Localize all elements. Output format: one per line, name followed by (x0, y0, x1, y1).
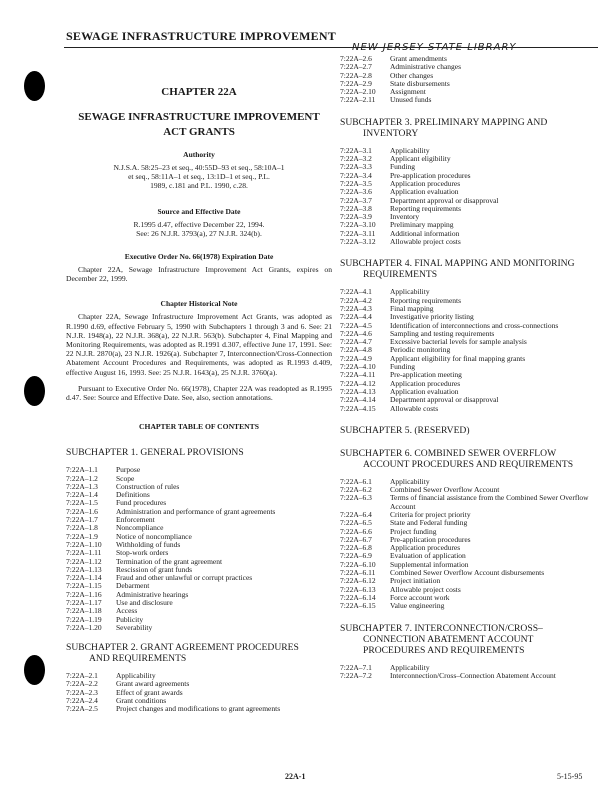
subchapter-sections (340, 478, 598, 611)
section-title: Debarment (116, 581, 150, 591)
toc-entry (340, 594, 598, 602)
section-number: 7:22A–4.15 (340, 403, 376, 413)
section-title: Terms of financial assistance from the Combined Sewer Overflow Account (390, 493, 589, 511)
source-line: R.1995 d.47, effective December 22, 1994. (133, 219, 265, 229)
section-title: Value engineering (390, 601, 445, 611)
section-title: Applicant eligibility for final mapping grants (390, 353, 526, 363)
section-number: 7:22A–1.7 (66, 515, 98, 525)
section-title: Department approval or disapproval (390, 395, 499, 405)
section-title: Criteria for project priority (390, 509, 471, 519)
toc-entry (66, 466, 332, 474)
section-number: 7:22A–4.13 (340, 386, 376, 396)
subchapter-title-line: SUBCHAPTER 2. GRANT AGREEMENT PROCEDURES (66, 642, 299, 654)
toc-entry (340, 147, 598, 155)
section-number: 7:22A–2.3 (66, 687, 98, 697)
section-title: Application evaluation (390, 386, 459, 396)
section-number: 7:22A–4.3 (340, 303, 372, 313)
subchapter-title-line: ACCOUNT PROCEDURES AND REQUIREMENTS (363, 458, 574, 470)
toc-entry (66, 541, 332, 549)
subchapter (340, 425, 598, 436)
section-title: Applicability (116, 671, 156, 681)
section-title: Department approval or disapproval (390, 195, 499, 205)
source-heading: Source and Effective Date (157, 206, 241, 216)
section-title: Allowable project costs (390, 584, 461, 594)
section-number: 7:22A–1.16 (66, 589, 102, 599)
toc-entry (340, 63, 598, 71)
section-title: Allowable costs (390, 403, 439, 413)
section-number: 7:22A–2.11 (340, 95, 376, 105)
section-title: Grant amendments (390, 54, 447, 63)
section-title: Effect of grant awards (116, 687, 183, 697)
subchapter-title (66, 642, 332, 664)
toc-entry (340, 519, 598, 527)
section-number: 7:22A–2.8 (340, 70, 372, 80)
toc-entry (340, 72, 598, 80)
section-title: Fraud and other unlawful or corrupt practices (116, 573, 253, 583)
section-title: Administrative changes (390, 62, 462, 72)
chapter-title-line: SEWAGE INFRASTRUCTURE IMPROVEMENT (78, 111, 320, 123)
subchapter (340, 623, 598, 681)
section-title: Funding (390, 362, 416, 372)
section-number: 7:22A–1.3 (66, 481, 98, 491)
section-number: 7:22A–4.2 (340, 295, 372, 305)
section-title: Excessive bacterial levels for sample analysis (390, 337, 527, 347)
section-number: 7:22A–1.19 (66, 614, 102, 624)
section-number: 7:22A–2.1 (66, 671, 98, 681)
section-number: 7:22A–3.2 (340, 154, 372, 164)
section-number: 7:22A–1.5 (66, 498, 98, 508)
toc-entry (66, 508, 332, 516)
section-title: Withholding of funds (116, 539, 181, 549)
section-number: 7:22A–2.5 (66, 704, 98, 714)
right-column (340, 42, 598, 680)
punch-hole (24, 655, 45, 685)
toc-entry (340, 396, 598, 404)
section-title: Administrative hearings (116, 589, 189, 599)
section-title: Application procedures (390, 543, 461, 553)
authority-line: N.J.S.A. 58:25–23 et seq., 40:55D–93 et seq., 58:10A–1 (113, 163, 285, 172)
executive-order-text: Chapter 22A, Sewage Infrastructure Improvement Act Grants, expires on December 22, 1999. (66, 265, 332, 284)
toc-entry (340, 205, 598, 213)
subchapter-title-line: SUBCHAPTER 6. COMBINED SEWER OVERFLOW (340, 447, 557, 459)
toc-entry (66, 582, 332, 590)
section-title: Combined Sewer Overflow Account disbursements (390, 568, 545, 578)
section-number: 7:22A–3.4 (340, 170, 372, 180)
subchapter-sections (340, 288, 598, 412)
section-title: Allowable project costs (390, 237, 461, 247)
section-title: Preliminary mapping (390, 220, 454, 230)
toc-entry (66, 689, 332, 697)
subchapter-title-line: SUBCHAPTER 4. FINAL MAPPING AND MONITORING (340, 258, 575, 270)
section-number: 7:22A–3.11 (340, 228, 376, 238)
subchapter-title-line: SUBCHAPTER 3. PRELIMINARY MAPPING AND (340, 116, 548, 128)
chapter-title-line: ACT GRANTS (163, 126, 235, 138)
section-title: Project initiation (390, 576, 441, 586)
section-title: Noncompliance (116, 523, 164, 533)
source-line: See: 26 N.J.R. 3793(a), 27 N.J.R. 324(b). (136, 228, 262, 238)
section-title: Project changes and modifications to grant agreements (116, 704, 281, 714)
section-number: 7:22A–1.15 (66, 581, 102, 591)
toc-entry (66, 524, 332, 532)
toc-entry (340, 230, 598, 238)
section-number: 7:22A–2.4 (66, 696, 98, 706)
toc-title: CHAPTER TABLE OF CONTENTS (139, 422, 259, 432)
subchapter-title (340, 623, 598, 656)
toc-entry (340, 221, 598, 229)
toc-entry (66, 624, 332, 632)
subchapter-title-line: SUBCHAPTER 1. GENERAL PROVISIONS (66, 447, 244, 459)
section-number: 7:22A–3.1 (340, 145, 372, 155)
section-title: Application procedures (390, 178, 461, 188)
history-paragraph: Pursuant to Executive Order No. 66(1978), Chapter 22A was readopted as R.1995 d.47. See: Source and Effective Date. See, also, section annotations. (66, 383, 332, 403)
section-number: 7:22A–4.10 (340, 362, 376, 372)
section-number: 7:22A–3.7 (340, 195, 372, 205)
section-number: 7:22A–4.11 (340, 370, 376, 380)
subchapter-title (340, 258, 598, 280)
running-head: SEWAGE INFRASTRUCTURE IMPROVEMENT (66, 29, 336, 43)
subchapter-sections (66, 466, 332, 632)
section-number: 7:22A–3.6 (340, 187, 372, 197)
authority-heading: Authority (183, 150, 215, 159)
section-number: 7:22A–6.11 (340, 568, 376, 578)
toc-entry (66, 616, 332, 624)
toc-entry (66, 672, 332, 680)
section-number: 7:22A–4.9 (340, 353, 372, 363)
section-number: 7:22A–7.1 (340, 662, 372, 672)
section-title: Supplemental information (390, 559, 469, 569)
subchapter-title-line: AND REQUIREMENTS (89, 653, 187, 665)
section-number: 7:22A–4.6 (340, 328, 372, 338)
subchapter-sections (340, 664, 598, 681)
section-title: Publicity (116, 614, 144, 624)
section-number: 7:22A–6.8 (340, 543, 372, 553)
section-number: 7:22A–4.5 (340, 320, 372, 330)
section-number: 7:22A–6.6 (340, 526, 372, 536)
toc-entry (340, 577, 598, 585)
section-number: 7:22A–6.13 (340, 584, 376, 594)
section-title: Fund procedures (116, 498, 167, 508)
subchapter (66, 447, 332, 632)
toc-entry (340, 380, 598, 388)
subchapter-title (340, 448, 598, 470)
section-title: Definitions (116, 490, 150, 500)
section-title: Project funding (390, 526, 437, 536)
section-title: Other changes (390, 70, 434, 80)
section-number: 7:22A–2.10 (340, 87, 376, 97)
subchapter (66, 642, 332, 713)
authority-text (66, 163, 332, 191)
section-number: 7:22A–3.8 (340, 203, 372, 213)
subchapter-title-line: REQUIREMENTS (363, 269, 438, 281)
section-title: Reporting requirements (390, 203, 462, 213)
section-title: Enforcement (116, 515, 155, 525)
toc-entry (340, 586, 598, 594)
section-title: Force account work (390, 592, 450, 602)
section-number: 7:22A–6.2 (340, 485, 372, 495)
section-title: Final mapping (390, 303, 434, 313)
subchapter (340, 448, 598, 611)
section-number: 7:22A–1.10 (66, 539, 102, 549)
executive-order-heading: Executive Order No. 66(1978) Expiration Date (124, 252, 274, 262)
punch-hole (24, 376, 45, 406)
toc-entry (66, 483, 332, 491)
toc-entry (66, 607, 332, 615)
toc-entry (340, 96, 598, 104)
subchapter-title-line: SUBCHAPTER 7. INTERCONNECTION/CROSS– (340, 622, 543, 634)
toc-entry (340, 536, 598, 544)
section-number: 7:22A–2.9 (340, 78, 372, 88)
section-number: 7:22A–6.9 (340, 551, 372, 561)
section-title: Application procedures (390, 378, 461, 388)
section-number: 7:22A–6.15 (340, 601, 376, 611)
toc-entry (66, 574, 332, 582)
section-title: Pre-application procedures (390, 534, 471, 544)
section-title: Interconnection/Cross–Connection Abatement Account (390, 670, 556, 680)
toc-entry (340, 55, 598, 63)
section-title: Use and disclosure (116, 598, 173, 607)
section-title: Rescission of grant funds (116, 564, 193, 574)
section-title: Grant award agreements (116, 679, 190, 689)
section-number: 7:22A–3.5 (340, 178, 372, 188)
section-title: Unused funds (390, 95, 432, 105)
section-title: Identification of interconnections and cross-connections (390, 320, 559, 330)
section-title: Notice of noncompliance (116, 531, 192, 541)
section-number: 7:22A–1.12 (66, 556, 102, 566)
section-number: 7:22A–1.20 (66, 622, 102, 632)
section-title: Applicability (390, 662, 430, 672)
authority-line: et seq., 58:11A–1 et seq., 13:1D–1 et seq., P.L. (128, 172, 270, 182)
section-number: 7:22A–6.14 (340, 592, 376, 602)
section-number: 7:22A–6.4 (340, 509, 372, 519)
section-title: Applicability (390, 145, 430, 155)
section-number: 7:22A–1.11 (66, 548, 102, 558)
section-title: Applicability (390, 476, 430, 486)
section-title: Severability (116, 622, 153, 632)
toc-entry (340, 197, 598, 205)
section-title: Reporting requirements (390, 295, 462, 305)
section-number: 7:22A–2.7 (340, 62, 372, 72)
chapter-number: CHAPTER 22A (161, 86, 237, 98)
section-title: Pre-application meeting (390, 370, 462, 380)
section-title: Sampling and testing requirements (390, 328, 495, 338)
section-title: Construction of rules (116, 481, 180, 491)
left-column (66, 78, 332, 714)
section-number: 7:22A–4.8 (340, 345, 372, 355)
section-number: 7:22A–3.9 (340, 212, 372, 222)
section-title: Grant conditions (116, 696, 167, 706)
section-number: 7:22A–1.14 (66, 573, 102, 583)
section-title: Evaluation of application (390, 551, 466, 561)
section-number: 7:22A–6.7 (340, 534, 372, 544)
section-title: State and Federal funding (390, 518, 468, 528)
subchapter-title (66, 447, 332, 458)
toc-entry (340, 297, 598, 305)
subchapter (340, 258, 598, 412)
toc-entry (340, 238, 598, 246)
history-paragraph: Chapter 22A, Sewage Infrastructure Improvement Act Grants, was adopted as R.1990 d.69, effective February 5, 1990 with Subchapters 1 through 3 and 6. See: 21 N.J.R. 1948(a), 22 N.J.R. 368(a), 22 N.J.R. 563(b). Subchapter 4, Final Mapping and Monitoring Requirements, was adopted as R.1991 d.307, effective June 17, 1991. See: 22 N.J.R. 2870(a), 23 N.J.R. 1926(a). Subchapter 7, Interconnection/Cross-Connection Abatement Account Procedures and Requirements, was adopted as R.1993 d.409, effective August 16, 1993. See: 25 N.J.R. 1643(a), 25 N.J.R. 3760(a). (66, 312, 332, 377)
toc-entry (340, 494, 598, 511)
section-number: 7:22A–1.9 (66, 531, 98, 541)
section-number: 7:22A–3.12 (340, 237, 376, 247)
history-heading: Chapter Historical Note (160, 299, 238, 309)
section-title: Periodic monitoring (390, 345, 451, 355)
toc-entry (66, 599, 332, 607)
continued-items (340, 55, 598, 105)
section-number: 7:22A–1.4 (66, 490, 98, 500)
toc-entry (66, 591, 332, 599)
section-number: 7:22A–4.12 (340, 378, 376, 388)
toc-entry (340, 602, 598, 610)
toc-entry (340, 288, 598, 296)
section-title: Applicant eligibility (390, 154, 451, 164)
toc-entry (66, 491, 332, 499)
section-title: Investigative priority listing (390, 312, 474, 322)
subchapter-title-line: INVENTORY (363, 127, 419, 139)
section-number: 7:22A–1.18 (66, 606, 102, 616)
toc-entry (340, 80, 598, 88)
toc-entry (66, 516, 332, 524)
section-title: Funding (390, 162, 416, 172)
toc-entry (340, 338, 598, 346)
toc-entry (340, 155, 598, 163)
toc-entry (340, 88, 598, 96)
toc-entry (340, 213, 598, 221)
toc-entry (340, 363, 598, 371)
section-number: 7:22A–1.17 (66, 598, 102, 607)
section-number: 7:22A–4.1 (340, 287, 372, 297)
subchapter-title-line: SUBCHAPTER 5. (RESERVED) (340, 424, 470, 436)
subchapter-sections (66, 672, 332, 713)
subchapter-title (340, 425, 598, 436)
section-number: 7:22A–1.13 (66, 564, 102, 574)
section-number: 7:22A–2.2 (66, 679, 98, 689)
page-number: 22A-1 (285, 772, 306, 781)
section-title: Termination of the grant agreement (116, 556, 223, 566)
right-subchapter-list (340, 117, 598, 680)
toc-entry (340, 569, 598, 577)
section-title: Additional information (390, 228, 460, 238)
section-number: 7:22A–1.8 (66, 523, 98, 533)
toc-entry (66, 533, 332, 541)
toc-entry (340, 172, 598, 180)
section-title: Access (116, 606, 138, 616)
library-stamp: NEW JERSEY STATE LIBRARY (352, 42, 517, 53)
toc-entry (340, 672, 598, 680)
subchapter-title-line: CONNECTION ABATEMENT ACCOUNT (363, 633, 534, 645)
punch-hole (24, 71, 45, 101)
chapter-title (66, 110, 332, 140)
section-title: Combined Sewer Overflow Account (390, 485, 500, 495)
section-title: Administration and performance of grant agreements (116, 506, 276, 516)
section-title: Pre-application procedures (390, 170, 471, 180)
subchapter-title-line: PROCEDURES AND REQUIREMENTS (363, 644, 525, 656)
section-title: Inventory (390, 212, 420, 222)
left-subchapter-list (66, 447, 332, 713)
section-number: 7:22A–6.5 (340, 518, 372, 528)
toc-entry (340, 544, 598, 552)
section-number: 7:22A–3.3 (340, 162, 372, 172)
section-number: 7:22A–1.2 (66, 473, 98, 483)
toc-entry (340, 355, 598, 363)
section-title: Purpose (116, 465, 141, 475)
toc-entry (340, 552, 598, 560)
toc-entry (340, 371, 598, 379)
subchapter (340, 117, 598, 247)
section-number: 7:22A–7.2 (340, 670, 372, 680)
section-number: 7:22A–4.14 (340, 395, 376, 405)
section-number: 7:22A–2.6 (340, 54, 372, 63)
toc-entry (340, 180, 598, 188)
section-number: 7:22A–3.10 (340, 220, 376, 230)
section-number: 7:22A–1.1 (66, 465, 98, 475)
toc-entry (340, 405, 598, 413)
section-number: 7:22A–6.12 (340, 576, 376, 586)
section-title: Scope (116, 473, 135, 483)
toc-entry (66, 475, 332, 483)
section-number: 7:22A–1.6 (66, 506, 98, 516)
section-number: 7:22A–6.3 (340, 493, 372, 503)
toc-entry (66, 558, 332, 566)
subchapter-title (340, 117, 598, 139)
toc-entry (66, 680, 332, 688)
section-number: 7:22A–6.1 (340, 476, 372, 486)
toc-entry (66, 705, 332, 713)
section-title: Stop-work orders (116, 548, 169, 558)
section-number: 7:22A–4.4 (340, 312, 372, 322)
section-number: 7:22A–6.10 (340, 559, 376, 569)
section-title: Application evaluation (390, 187, 459, 197)
section-title: State disbursements (390, 78, 450, 88)
section-title: Assignment (390, 87, 426, 97)
subchapter-sections (340, 147, 598, 247)
page-date: 5-15-95 (557, 772, 583, 781)
toc-entry (340, 511, 598, 519)
authority-line: 1989, c.181 and P.L. 1990, c.28. (150, 181, 248, 191)
section-number: 7:22A–4.7 (340, 337, 372, 347)
section-title: Applicability (390, 287, 430, 297)
